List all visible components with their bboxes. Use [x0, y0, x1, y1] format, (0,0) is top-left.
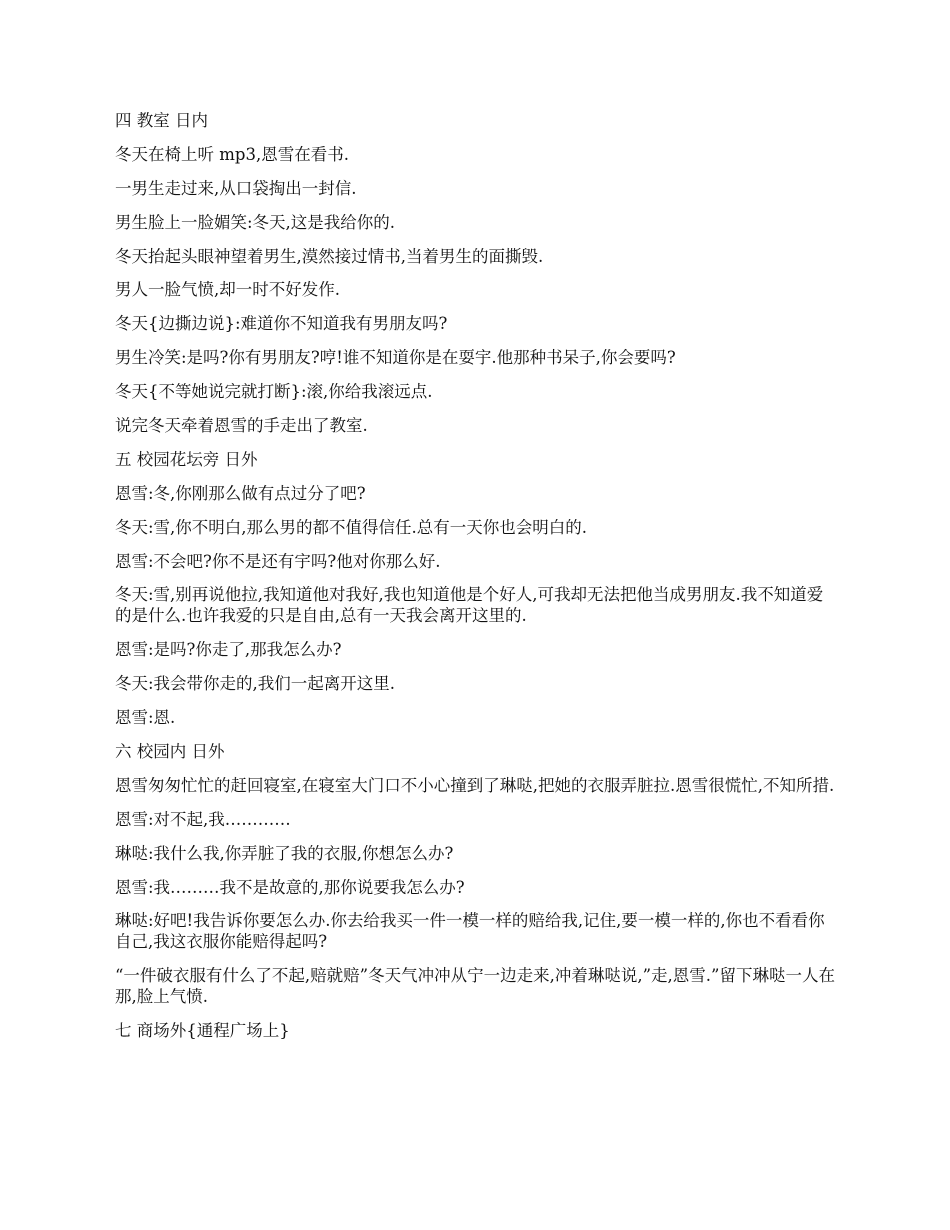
- paragraph: 恩雪:冬,你刚那么做有点过分了吧?: [115, 483, 366, 503]
- paragraph: 冬天抬起头眼神望着男生,漠然接过情书,当着男生的面撕毁.: [115, 246, 544, 266]
- paragraph: 恩雪:对不起,我…………: [115, 809, 291, 829]
- paragraph: 琳哒:好吧!我告诉你要怎么办.你去给我买一件一模一样的赔给我,记住,要一模一样的,你也不看看你自己,我这衣服你能赔得起吗?: [115, 911, 825, 952]
- paragraph: 恩雪:我………我不是故意的,那你说要我怎么办?: [115, 877, 465, 897]
- paragraph: “一件破衣服有什么了不起,赔就赔”冬天气冲冲从宁一边走来,冲着琳哒说,”走,恩雪.”留下琳哒一人在那,脸上气愤.: [115, 966, 835, 1007]
- paragraph: 一男生走过来,从口袋掏出一封信.: [115, 178, 357, 198]
- paragraph: 冬天在椅上听 mp3,恩雪在看书.: [115, 144, 349, 164]
- paragraph: 男生脸上一脸媚笑:冬天,这是我给你的.: [115, 212, 396, 232]
- scene-heading: 五 校园花坛旁 日外: [115, 449, 258, 469]
- paragraph: 冬天:我会带你走的,我们一起离开这里.: [115, 674, 396, 694]
- paragraph: 恩雪:恩.: [115, 708, 176, 728]
- scene-heading: 六 校园内 日外: [115, 742, 225, 762]
- paragraph: 冬天:雪,别再说他拉,我知道他对我好,我也知道他是个好人,可我却无法把他当成男朋友.我不知道爱的是什么.也许我爱的只是自由,总有一天我会离开这里的.: [115, 585, 824, 626]
- scene-heading: 七 商场外{通程广场上}: [115, 1021, 290, 1041]
- paragraph: 恩雪:不会吧?你不是还有宇吗?他对你那么好.: [115, 551, 441, 571]
- scene-heading: 四 教室 日内: [115, 111, 208, 130]
- document-body: [115, 110, 835, 1054]
- paragraph: 冬天{边撕边说}:难道你不知道我有男朋友吗?: [115, 314, 448, 334]
- paragraph: 恩雪匆匆忙忙的赶回寝室,在寝室大门口不小心撞到了琳哒,把她的衣服弄脏拉.恩雪很慌忙,不知所措.: [115, 775, 835, 795]
- paragraph: 说完冬天牵着恩雪的手走出了教室.: [115, 416, 368, 436]
- paragraph: 琳哒:我什么我,你弄脏了我的衣服,你想怎么办?: [115, 843, 454, 863]
- paragraph: 男人一脸气愤,却一时不好发作.: [115, 280, 340, 300]
- paragraph: 男生冷笑:是吗?你有男朋友?哼!谁不知道你是在耍宇.他那种书呆子,你会要吗?: [115, 348, 676, 368]
- paragraph: 冬天:雪,你不明白,那么男的都不值得信任.总有一天你也会明白的.: [115, 517, 588, 537]
- paragraph: 恩雪:是吗?你走了,那我怎么办?: [115, 640, 342, 660]
- paragraph: 冬天{不等她说完就打断}:滚,你给我滚远点.: [115, 382, 433, 402]
